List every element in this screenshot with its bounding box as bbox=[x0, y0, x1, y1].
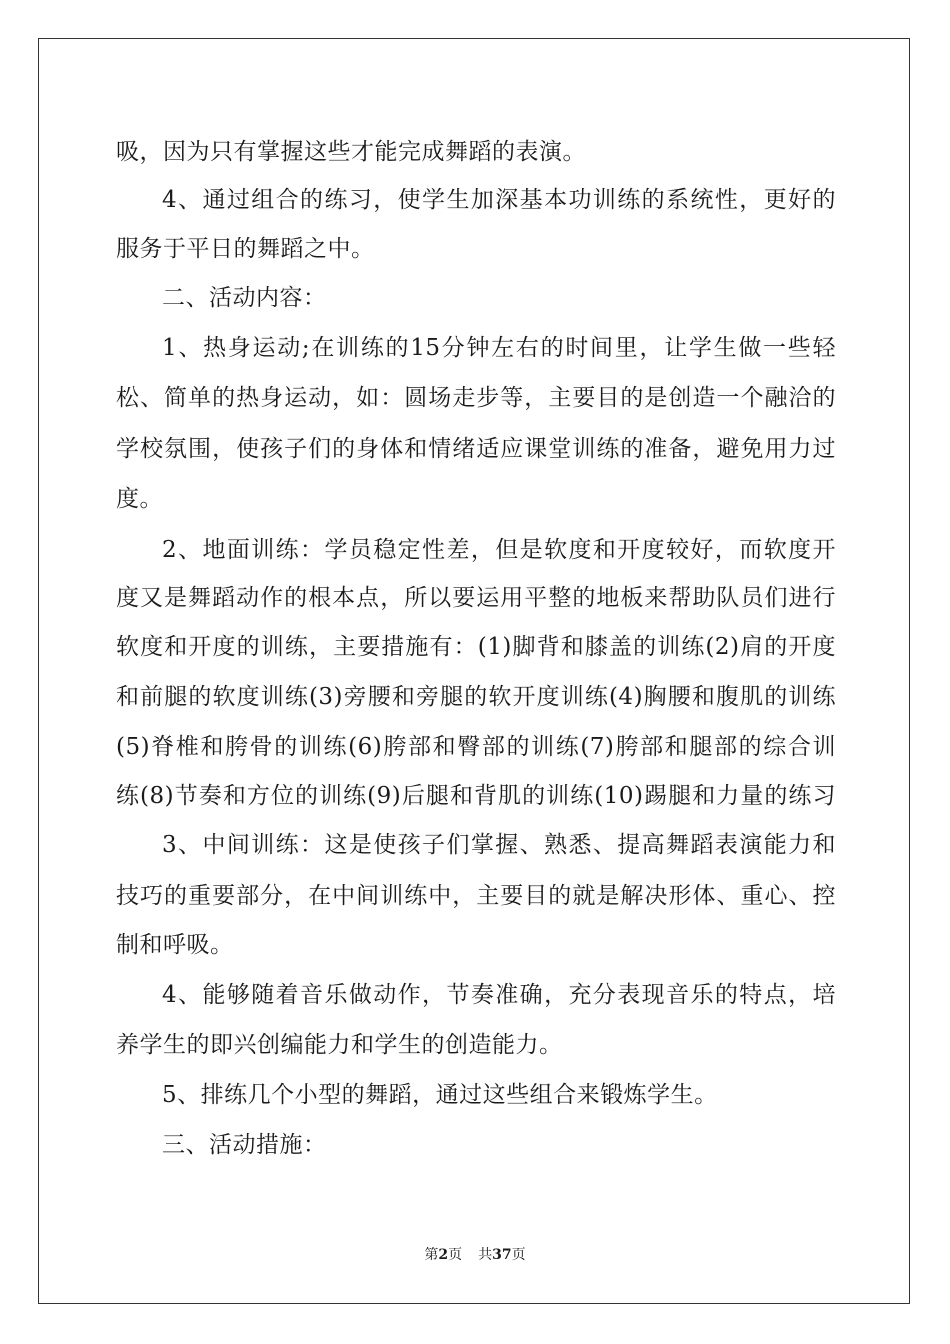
total-suffix: 页 bbox=[511, 1247, 526, 1263]
text-line: 4、能够随着音乐做动作，节奏准确，充分表现音乐的特点，培 bbox=[162, 982, 836, 1008]
text-line: 和前腿的软度训练(3)旁腰和旁腿的软开度训练(4)胸腰和腹肌的训练 bbox=[116, 684, 836, 710]
text-line: 度又是舞蹈动作的根本点，所以要运用平整的地板来帮助队员们进行 bbox=[116, 585, 836, 611]
text-line: 1、热身运动;在训练的15分钟左右的时间里，让学生做一些轻 bbox=[162, 335, 836, 361]
text-line: 2、地面训练：学员稳定性差，但是软度和开度较好，而软度开 bbox=[162, 537, 836, 563]
text-line: 吸，因为只有掌握这些才能完成舞蹈的表演。 bbox=[116, 139, 586, 165]
text-line: 服务于平日的舞蹈之中。 bbox=[116, 236, 375, 262]
text-line: (5)脊椎和胯骨的训练(6)胯部和臀部的训练(7)胯部和腿部的综合训 bbox=[116, 734, 836, 760]
section-heading: 三、活动措施： bbox=[162, 1132, 327, 1158]
text-line: 松、简单的热身运动，如：圆场走步等，主要目的是创造一个融洽的 bbox=[116, 385, 836, 411]
text-line: 软度和开度的训练，主要措施有：(1)脚背和膝盖的训练(2)肩的开度 bbox=[116, 634, 836, 660]
page-prefix: 第 bbox=[424, 1247, 439, 1263]
text-line: 养学生的即兴创编能力和学生的创造能力。 bbox=[116, 1032, 563, 1058]
page-border bbox=[38, 38, 910, 1304]
text-line: 3、中间训练：这是使孩子们掌握、熟悉、提高舞蹈表演能力和 bbox=[162, 832, 836, 858]
text-line: 练(8)节奏和方位的训练(9)后腿和背肌的训练(10)踢腿和力量的练习 bbox=[116, 783, 836, 809]
text-line: 制和呼吸。 bbox=[116, 932, 234, 958]
text-line: 技巧的重要部分，在中间训练中，主要目的就是解决形体、重心、控 bbox=[116, 883, 836, 909]
section-heading: 二、活动内容： bbox=[162, 285, 327, 311]
total-prefix: 共 bbox=[478, 1247, 493, 1263]
text-line: 5、排练几个小型的舞蹈，通过这些组合来锻炼学生。 bbox=[162, 1082, 718, 1108]
total-pages: 37 bbox=[492, 1247, 512, 1263]
page-number: 2 bbox=[438, 1247, 449, 1263]
text-line: 学校氛围，使孩子们的身体和情绪适应课堂训练的准备，避免用力过 bbox=[116, 436, 836, 462]
text-line: 4、通过组合的练习，使学生加深基本功训练的系统性，更好的 bbox=[162, 187, 836, 213]
text-line: 度。 bbox=[116, 486, 163, 512]
page-footer bbox=[0, 1246, 950, 1264]
page-suffix: 页 bbox=[448, 1247, 463, 1263]
